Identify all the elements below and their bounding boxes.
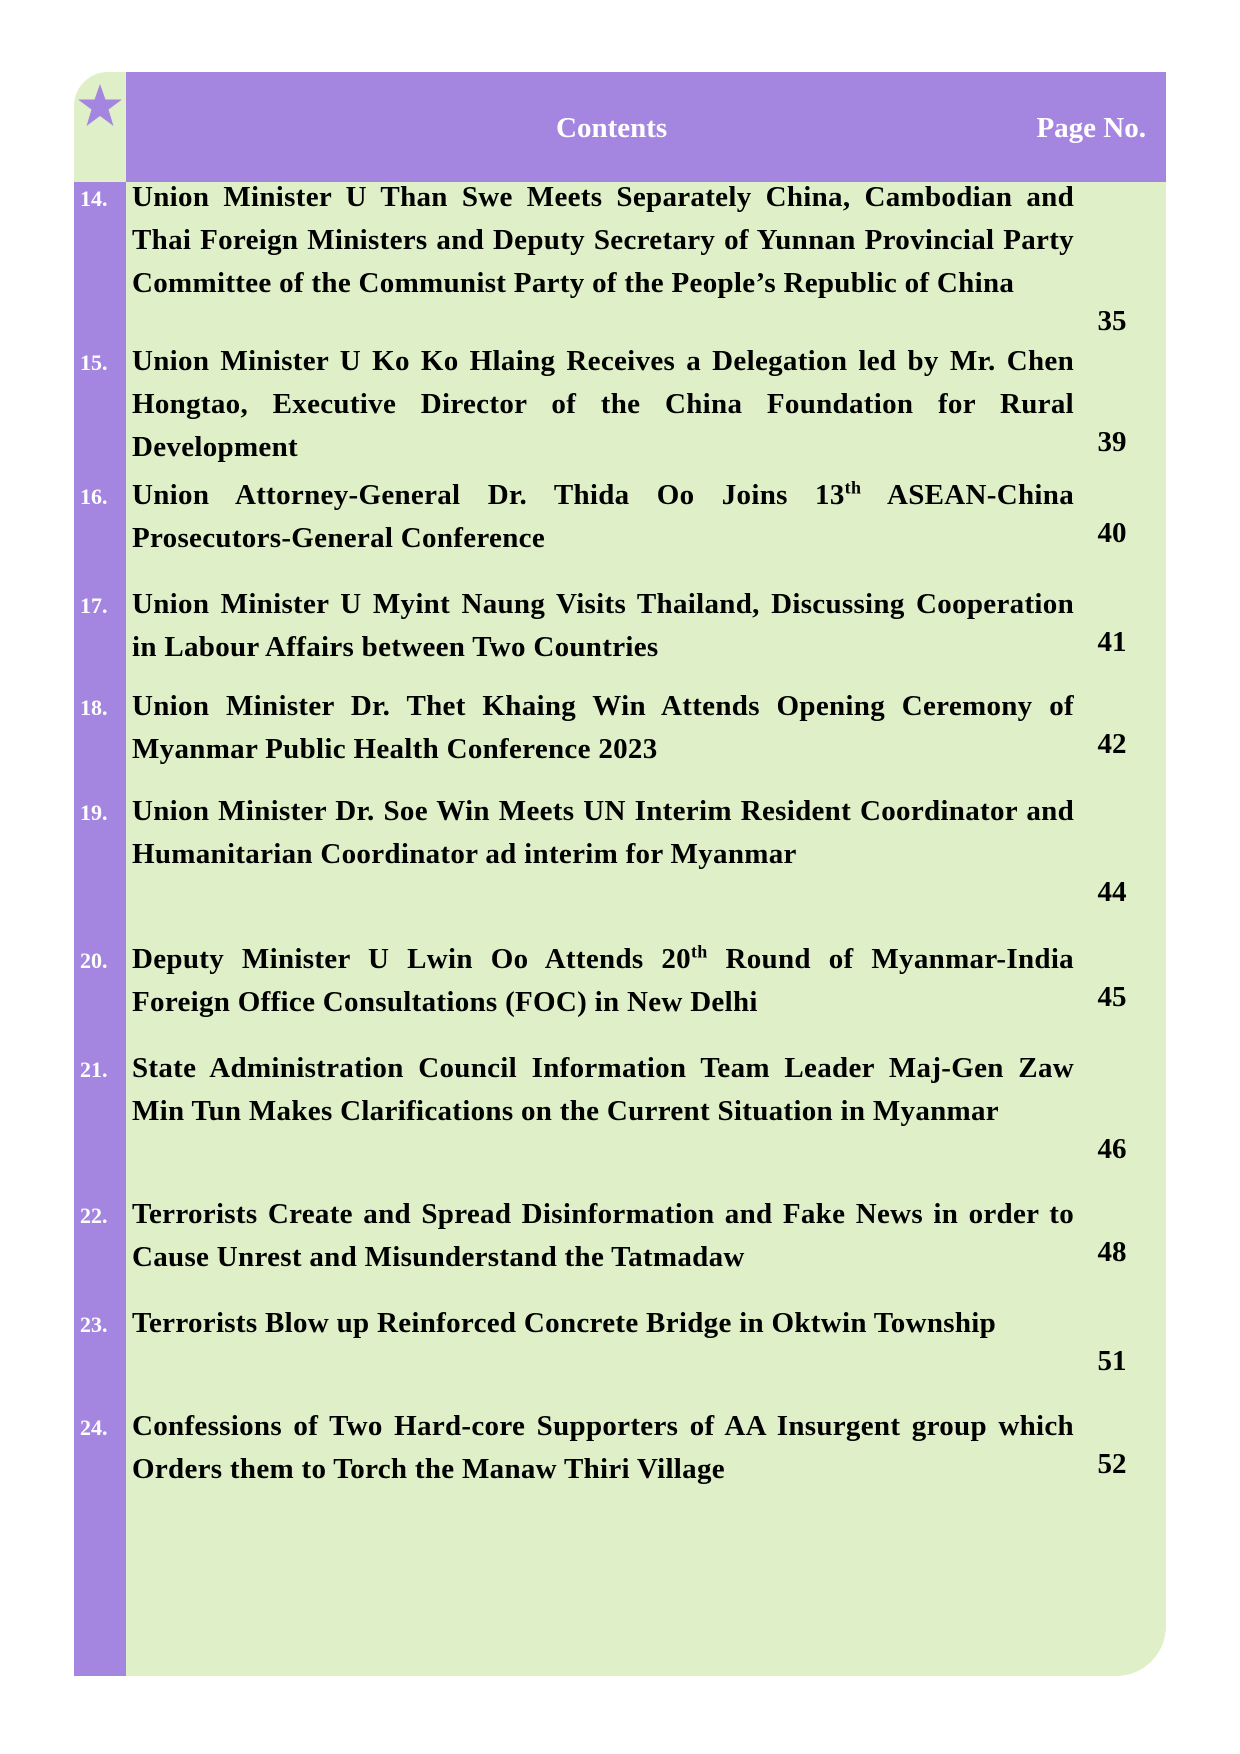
entry-page-number: 42 — [1097, 728, 1127, 760]
entry-page-number: 40 — [1097, 517, 1127, 549]
entry-title: Union Minister U Ko Ko Hlaing Receives a Delegation led by Mr. Chen Hongtao, Executive Director of the China Foundation for Rural Development — [132, 345, 1074, 463]
entry-title: Union Minister Dr. Soe Win Meets UN Interim Resident Coordinator and Humanitarian Coordinator ad interim for Myanmar — [132, 795, 1074, 870]
entry-page-number: 51 — [1097, 1345, 1127, 1377]
entry-number: 23. — [80, 1312, 108, 1337]
entry-page-number: 41 — [1097, 626, 1127, 658]
contents-heading: Contents — [556, 112, 668, 144]
entry-page-number: 35 — [1097, 305, 1127, 337]
star-icon — [76, 82, 124, 130]
entry-number: 22. — [80, 1203, 108, 1228]
entry-page-number: 39 — [1097, 426, 1127, 458]
entry-page-number: 45 — [1097, 981, 1127, 1013]
entry-title: Confessions of Two Hard-core Supporters of AA Insurgent group which Orders them to Torch the Manaw Thiri Village — [132, 1410, 1074, 1485]
entry-title: Union Minister U Myint Naung Visits Thailand, Discussing Cooperation in Labour Affairs between Two Countries — [132, 588, 1074, 663]
entry-number: 16. — [80, 484, 108, 509]
entry-number: 15. — [80, 350, 108, 375]
entry-number: 21. — [80, 1057, 108, 1082]
entry-number: 24. — [80, 1415, 108, 1440]
entry-number: 19. — [80, 800, 108, 825]
entry-title: Union Minister U Than Swe Meets Separately China, Cambodian and Thai Foreign Ministers and Deputy Secretary of Yunnan Provincial Party Committee of the Communist Party of the People’s Republic of China — [132, 181, 1074, 299]
page-no-heading: Page No. — [1036, 112, 1146, 144]
entry-page-number: 52 — [1097, 1448, 1127, 1480]
contents-panel — [74, 72, 1166, 1676]
entry-number: 17. — [80, 593, 108, 618]
entry-title: Terrorists Create and Spread Disinformation and Fake News in order to Cause Unrest and Misunderstand the Tatmadaw — [132, 1198, 1074, 1273]
entry-number: 18. — [80, 695, 108, 720]
entry-number: 14. — [80, 186, 108, 211]
entry-title: Union Minister Dr. Thet Khaing Win Attends Opening Ceremony of Myanmar Public Health Conference 2023 — [132, 690, 1074, 765]
entry-page-number: 46 — [1097, 1133, 1127, 1165]
entry-title: Terrorists Blow up Reinforced Concrete Bridge in Oktwin Township — [132, 1307, 997, 1339]
contents-header — [126, 72, 1166, 182]
entry-title: State Administration Council Information Team Leader Maj-Gen Zaw Min Tun Makes Clarifications on the Current Situation in Myanmar — [132, 1052, 1074, 1127]
entry-number: 20. — [80, 948, 108, 973]
entry-page-number: 44 — [1097, 876, 1127, 908]
number-column-bar — [74, 182, 126, 1676]
entry-title: Union Attorney-General Dr. Thida Oo Joins 13th ASEAN-China Prosecutors-General Conference — [132, 477, 1074, 554]
entry-title: Deputy Minister U Lwin Oo Attends 20th Round of Myanmar-India Foreign Office Consultations (FOC) in New Delhi — [132, 941, 1074, 1018]
entry-page-number: 48 — [1097, 1236, 1127, 1268]
